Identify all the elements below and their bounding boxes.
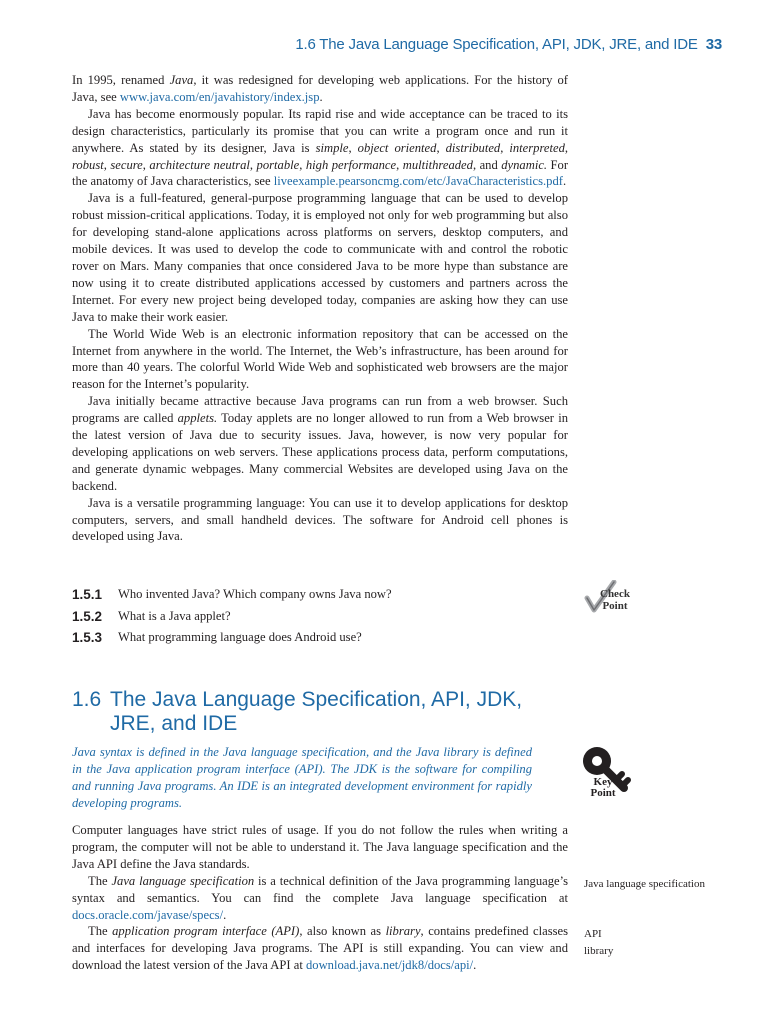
link-java-characteristics[interactable]: liveexample.pearsoncmg.com/etc/JavaCharacteristics.pdf [273, 174, 563, 189]
check-question [72, 627, 568, 649]
question-number: 1.5.2 [72, 608, 103, 624]
paragraph-api: The application program interface (API), also known as library, contains predefined classes and interfaces for developing Java programs. The API is still expanding. You can view and download the latest version of the Java API at download.java.net/jdk8/docs/api/. [72, 924, 568, 973]
question-number: 1.5.3 [72, 630, 103, 645]
section-number: 1.6 [72, 688, 102, 711]
link-java-specs[interactable]: docs.oracle.com/javase/specs/ [72, 907, 224, 922]
link-java-history[interactable]: www.java.com/en/javahistory/index.jsp [119, 89, 320, 104]
check-point-label: Check Point [600, 588, 630, 612]
paragraph-world-wide-web: The World Wide Web is an electronic information repository that can be accessed on the Internet from anywhere in the world. The Internet, the Web’s infrastructure, has been around for more than 40 years. The colorful World Wide Web and sophisticated web browsers are the major reason for the Internet’s popularity. [72, 326, 568, 392]
paragraph-java-history: In 1995, renamed Java, it was redesigned for developing web applications. For the history of Java, see www.java.com/en/javahistory/index.jsp. [72, 73, 568, 104]
key-point-marker [580, 744, 636, 804]
question-text: Who invented Java? Which company owns Java now? [118, 587, 392, 601]
paragraph-strict-rules: Computer languages have strict rules of usage. If you do not follow the rules when writing a program, the computer will not be able to understand it. The Java language specification and the Java API define the Java standards. [72, 823, 568, 871]
key-point-label: Key Point [590, 776, 616, 799]
key-point-intro [72, 744, 532, 812]
section-title-line2: JRE, and IDE [110, 712, 238, 735]
page-number: 33 [705, 36, 722, 53]
paragraph-java-characteristics: Java has become enormously popular. Its rapid rise and wide acceptance can be traced to its design characteristics, particularly its promise that you can write a program once and run it anywhere. As stated by its designer, Java is simple, object oriented, distributed, interpreted, robust, secure, architecture neutral, portable, high performance, multithreaded, and dynamic. For the anatomy of Java characteristics, see liveexample.pearsoncmg.com/etc/JavaCharacteristics.pdf. [72, 106, 569, 189]
running-head-title: 1.6 The Java Language Specification, API, JDK, JRE, and IDE [295, 36, 698, 53]
section-title-line1: The Java Language Specification, API, JDK, [110, 688, 523, 711]
body-text-bottom [72, 822, 568, 974]
link-java-api[interactable]: download.java.net/jdk8/docs/api/ [305, 958, 474, 973]
check-questions [72, 584, 568, 649]
section-heading [72, 688, 568, 736]
paragraph-language-spec: The Java language specification is a technical definition of the Java programming language’s syntax and semantics. You can find the complete Java language specification at docs.oracle.com/javase/specs/. [72, 873, 569, 922]
key-point-text: Java syntax is defined in the Java language specification, and the Java library is defined in the Java application program interface (API). The JDK is the software for compiling and running Java programs. An IDE is an integrated development environment for rapidly developing programs. [72, 745, 532, 810]
paragraph-full-featured: Java is a full-featured, general-purpose programming language that can be used to develop robust mission-critical applications. Today, it is employed not only for web programming but also for developing stand-alone applications across platforms on servers, desktop computers, and mobile devices. It was used to develop the code to communicate with and control the robotic rover on Mars. Many companies that once considered Java to be more hype than substance are now using it to create distributed applications accessed by customers and partners across the Internet. For every new project being developed today, companies are asking how they can use Java to make their work easier. [72, 191, 568, 324]
body-text-top [72, 72, 568, 545]
check-question [72, 606, 568, 628]
paragraph-versatile: Java is a versatile programming language: You can use it to develop applications for desktop computers, servers, and small handheld devices. The software for Android cell phones is developed using Java. [72, 495, 568, 544]
check-point-marker [584, 580, 644, 620]
paragraph-applets: Java initially became attractive because Java programs can run from a web browser. Such programs are called applets. Today applets are no longer allowed to run from a Web browser in the latest version of Java due to security issues. Java, however, is now very popular for developing applications on web servers. These applications process data, perform computations, and generate dynamic webpages. Many commercial Websites are developed using Java on the backend. [72, 394, 568, 493]
margin-note-api: API [584, 928, 602, 940]
margin-note-language-spec: Java language specification [584, 878, 705, 890]
question-text: What programming language does Android use? [118, 630, 362, 644]
question-number: 1.5.1 [72, 587, 103, 602]
running-head [0, 36, 722, 53]
question-text: What is a Java applet? [118, 608, 231, 623]
check-question [72, 584, 568, 606]
margin-note-library: library [584, 945, 614, 957]
